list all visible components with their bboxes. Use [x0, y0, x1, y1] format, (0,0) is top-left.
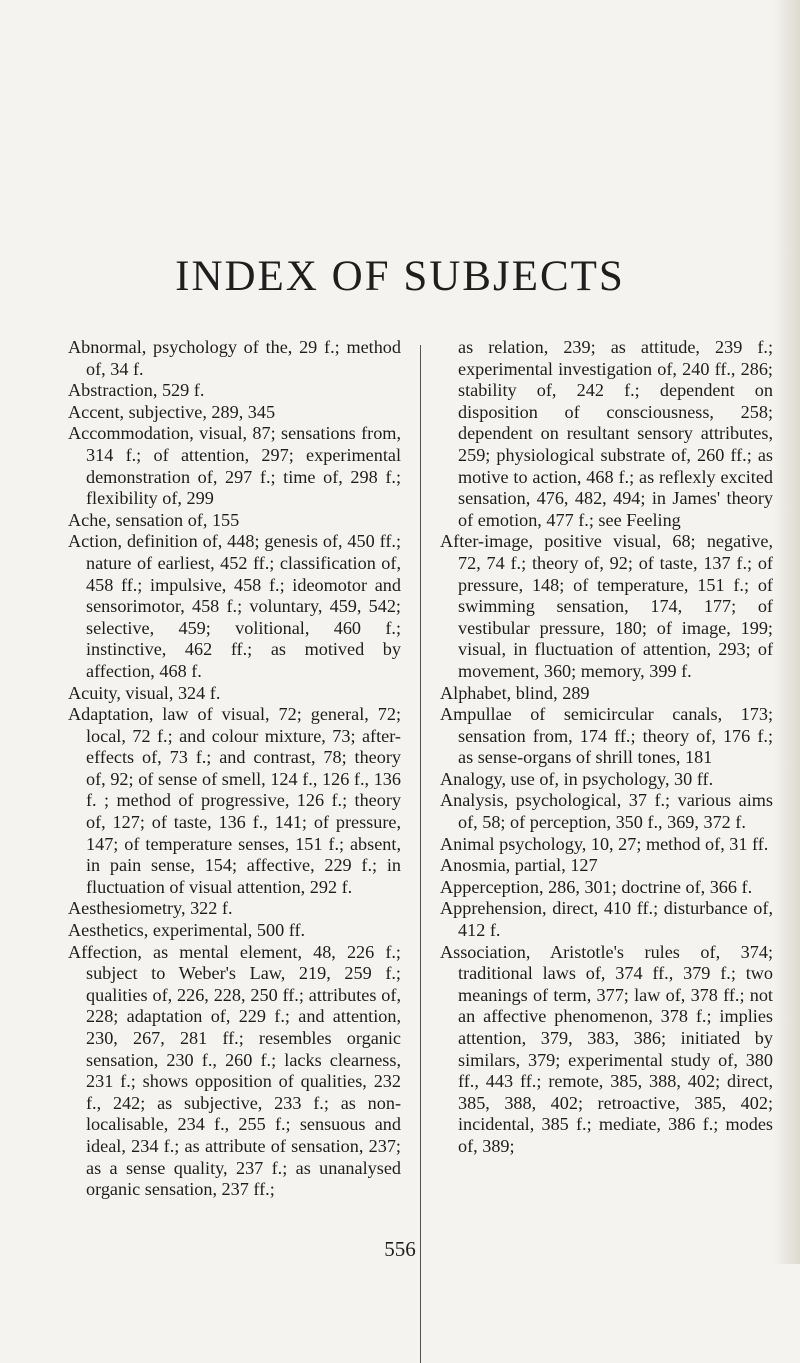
- index-entry: Affection, as mental element, 48, 226 f.; subject to Weber's Law, 219, 259 f.; qualities of, 226, 228, 250 ff.; attributes of, 228; adaptation of, 229 f.; and attention, 230, 267, 281 ff.; resembles organic sensation, 230 f., 260 f.; lacks clearness, 231 f.; shows opposition of qualities, 232 f., 242; as subjective, 233 f.; as non-localisable, 234 f., 255 f.; sensuous and ideal, 234 f.; as attribute of sensation, 237; as a sense quality, 237 f.; as unanalysed organic sensation, 237 ff.;: [68, 941, 401, 1200]
- page-edge-shadow: [774, 0, 800, 1264]
- index-entry: Alphabet, blind, 289: [440, 682, 590, 703]
- index-entry-continued: as relation, 239; as attitude, 239 f.; experimental investigation of, 240 ff., 286; stability of, 242 f.; dependent on disposition of consciousness, 258; dependent on resultant sensory attributes, 259; physiological substrate of, 260 ff.; as motive to action, 468 f.; as reflexly excited sensation, 476, 482, 494; in James' theory of emotion, 477 f.; see Feeling: [458, 337, 773, 530]
- index-entry: Accent, subjective, 289, 345: [68, 401, 276, 422]
- index-entry: Aesthetics, experimental, 500 ff.: [68, 920, 306, 941]
- index-entry: Action, definition of, 448; genesis of, 450 ff.; nature of earliest, 452 ff.; classification of, 458 ff.; impulsive, 458 f.; ideomotor and sensorimotor, 458 f.; voluntary, 459, 542; selective, 459; volitional, 460 f.; instinctive, 462 ff.; as motived by affection, 468 f.: [68, 531, 401, 681]
- index-entry: Anosmia, partial, 127: [440, 855, 598, 876]
- index-entry: Apperception, 286, 301; doctrine of, 366 f.: [440, 876, 753, 897]
- index-entry: Adaptation, law of visual, 72; general, 72; local, 72 f.; and colour mixture, 73; after-effects of, 73 f.; and contrast, 78; theory of, 92; of sense of smell, 124 f., 126 f., 136 f. ; method of progressive, 126 f.; theory of, 127; of taste, 136 f., 141; of pressure, 147; of temperature senses, 151 f.; absent, in pain sense, 154; affective, 229 f.; in fluctuation of visual attention, 292 f.: [68, 704, 401, 897]
- index-entry: Accommodation, visual, 87; sensations from, 314 f.; of attention, 297; experimental demonstration of, 297 f.; time of, 298 f.; flexibility of, 299: [68, 423, 401, 509]
- index-entry: Ampullae of semicircular canals, 173; sensation from, 174 ff.; theory of, 176 f.; as sense-organs of shrill tones, 181: [440, 704, 773, 768]
- index-entry: Apprehension, direct, 410 ff.; disturbance of, 412 f.: [440, 898, 773, 941]
- index-entry: Acuity, visual, 324 f.: [68, 682, 221, 703]
- index-entry: Aesthesiometry, 322 f.: [68, 898, 233, 919]
- index-entry: Analogy, use of, in psychology, 30 ff.: [440, 768, 714, 789]
- index-column-right: [440, 337, 773, 1158]
- column-divider: [420, 345, 421, 1363]
- index-entry: Abnormal, psychology of the, 29 f.; method of, 34 f.: [68, 337, 401, 379]
- index-column-left: [68, 337, 401, 1201]
- index-entry: Abstraction, 529 f.: [68, 380, 205, 401]
- index-entry: Association, Aristotle's rules of, 374; traditional laws of, 374 ff., 379 f.; two meanings of term, 377; law of, 378 ff.; not an affective phenomenon, 378 f.; implies attention, 379, 383, 386; initiated by similars, 379; experimental study of, 380 ff., 443 ff.; remote, 385, 388, 402; direct, 385, 388, 402; retroactive, 385, 402; incidental, 385 f.; mediate, 386 f.; modes of, 389;: [440, 941, 773, 1156]
- index-entry: Animal psychology, 10, 27; method of, 31 ff.: [440, 833, 769, 854]
- page-number: 556: [384, 1237, 416, 1261]
- index-entry: After-image, positive visual, 68; negative, 72, 74 f.; theory of, 92; of taste, 137 f.; of pressure, 148; of temperature, 151 f.; of swimming sensation, 174, 177; of vestibular pressure, 180; of image, 199; visual, in fluctuation of attention, 293; of movement, 360; memory, 399 f.: [440, 531, 773, 681]
- index-entry: Ache, sensation of, 155: [68, 509, 240, 530]
- index-entry: Analysis, psychological, 37 f.; various aims of, 58; of perception, 350 f., 369, 372 f.: [440, 790, 773, 833]
- page-title: INDEX OF SUBJECTS: [175, 253, 625, 300]
